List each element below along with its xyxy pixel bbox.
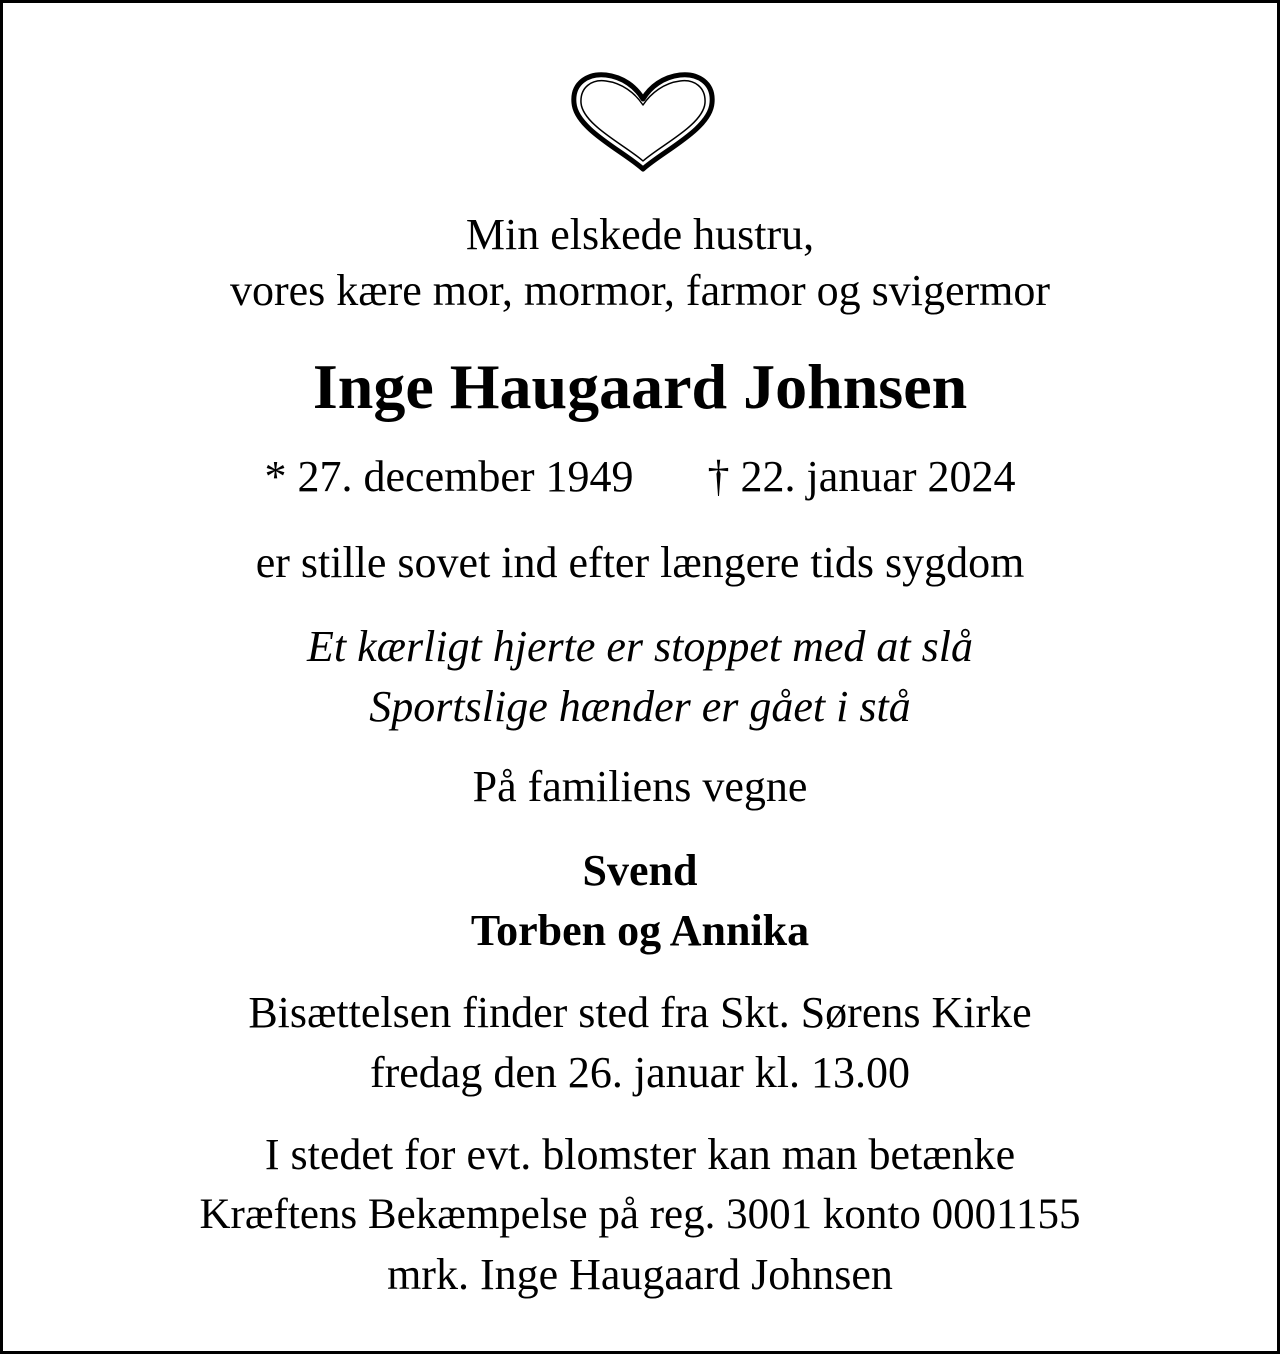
donation-line-3: mrk. Inge Haugaard Johnsen — [387, 1250, 893, 1299]
signer-1: Svend — [582, 846, 698, 895]
death-symbol: † — [707, 452, 730, 501]
intro-line-1: Min elskede hustru, — [465, 210, 815, 259]
intro-line-2: vores kære mor, mormor, farmor og svigermor — [229, 266, 1051, 315]
funeral-line-2: fredag den 26. januar kl. 13.00 — [369, 1048, 911, 1097]
birth-date: 27. december 1949 — [297, 452, 634, 501]
on-behalf-line: På familiens vegne — [472, 762, 808, 811]
signer-2: Torben og Annika — [470, 906, 810, 955]
status-line: er stille sovet ind efter længere tids sygdom — [255, 538, 1025, 587]
birth-symbol: * — [264, 452, 287, 501]
deceased-name: Inge Haugaard Johnsen — [312, 351, 968, 422]
donation-line-2: Kræftens Bekæmpelse på reg. 3001 konto 0001155 — [199, 1191, 1081, 1238]
heart-icon — [568, 69, 718, 173]
donation-line-1: I stedet for evt. blomster kan man betænke — [264, 1130, 1016, 1179]
verse-line-1: Et kærligt hjerte er stoppet med at slå — [306, 622, 974, 671]
funeral-line-1: Bisættelsen finder sted fra Skt. Sørens Kirke — [248, 988, 1032, 1037]
verse-line-2: Sportslige hænder er gået i stå — [369, 682, 911, 731]
death-date: 22. januar 2024 — [740, 452, 1016, 501]
life-dates — [3, 452, 1277, 501]
